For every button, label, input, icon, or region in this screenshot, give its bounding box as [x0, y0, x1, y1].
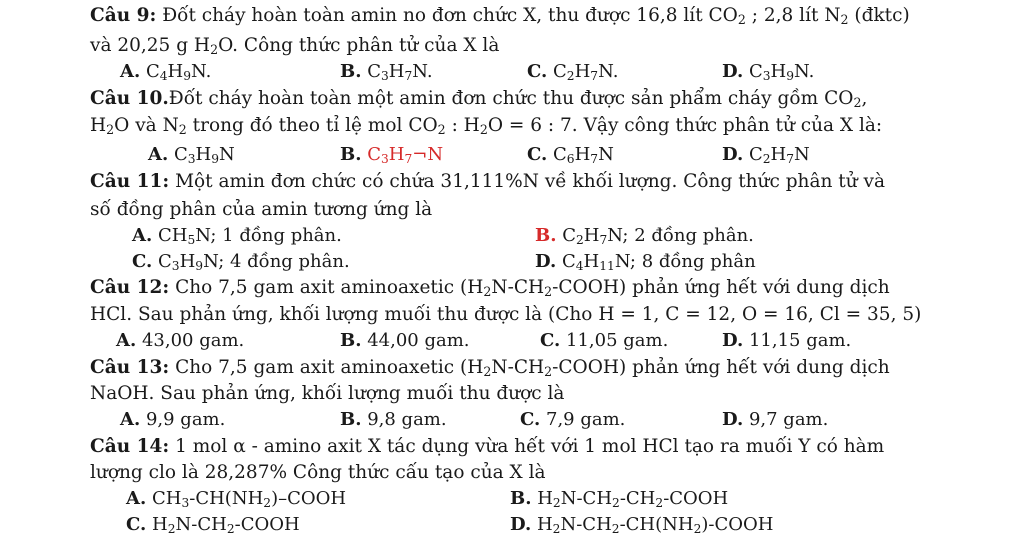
q13-line-2: NaOH. Sau phản ứng, khối lượng muối thu được là [90, 383, 565, 404]
q12-option-b[interactable]: B. 44,00 gam. [340, 330, 470, 351]
q13-option-d[interactable]: D. 9,7 gam. [722, 409, 829, 430]
q11-option-a[interactable]: A. $CH_5N$; 1 đồng phân. [132, 225, 342, 248]
q10-option-c[interactable]: C. $C_6H_7N$ [527, 144, 614, 167]
q10-line-1: Câu 10.Đốt cháy hoàn toàn một amin đơn chức thu được sản phẩm cháy gồm $CO_2$, [90, 88, 868, 111]
q11-line-1: Câu 11: Một amin đơn chức có chứa 31,111%N về khối lượng. Công thức phân tử và [90, 171, 885, 192]
q9-option-a[interactable]: A. $C_4H_9N$. [120, 61, 212, 84]
q14-number: Câu 14: [90, 436, 170, 457]
q9-option-b[interactable]: B. $C_3H_7N$. [340, 61, 433, 84]
q11-option-c[interactable]: C. $C_3H_9N$; 4 đồng phân. [132, 251, 350, 274]
q12-line-1: Câu 12: Cho 7,5 gam axit aminoaxetic $(H_2N-CH_2-COOH)$ phản ứng hết với dung dịch [90, 277, 890, 300]
q10-line-2: $H_2O$ và $N_2$ trong đó theo tỉ lệ mol $CO_2$ : $H_2O = 6$ : 7. Vậy công thức phân tử của X là: [90, 115, 883, 138]
q14-line-2: lượng clo là 28,287% Công thức cấu tạo của X là [90, 462, 546, 483]
q13-number: Câu 13: [90, 357, 170, 378]
q10-option-a[interactable]: A. $C_3H_9N$ [148, 144, 235, 167]
q11-options-row-2 [0, 249, 1024, 275]
q12-option-d[interactable]: D. 11,15 gam. [722, 330, 852, 351]
q12-option-a[interactable]: A. 43,00 gam. [116, 330, 245, 351]
q12-options [0, 328, 1024, 354]
q14-options-row-1 [0, 486, 1024, 512]
q10-highlighted-answer: $C_3H_7\neg N$ [367, 144, 444, 167]
q10-options [0, 142, 1024, 168]
q11-options-row-1 [0, 223, 1024, 249]
q9-option-c[interactable]: C. $C_2H_7N$. [527, 61, 619, 84]
q13-option-c[interactable]: C. 7,9 gam. [520, 409, 626, 430]
q9-line-2: và 20,25 g $H_2O$. Công thức phân tử của X là [90, 35, 500, 58]
q10-number: Câu 10. [90, 88, 169, 109]
q14-options-row-2 [0, 512, 1024, 538]
q11-option-b[interactable]: B. $C_2H_7N$; 2 đồng phân. [535, 225, 754, 248]
q9-number: Câu 9: [90, 5, 157, 26]
q10-option-b[interactable]: B. $C_3H_7\neg N$ [340, 144, 444, 167]
q9-options [0, 59, 1024, 85]
q12-line-2: HCl. Sau phản ứng, khối lượng muối thu được là (Cho H = 1, C = 12, O = 16, Cl = 35, 5) [90, 304, 922, 325]
q12-number: Câu 12: [90, 277, 170, 298]
q14-option-c[interactable]: C. $H_2N-CH_2$-COOH [126, 514, 300, 537]
q14-option-b[interactable]: B. $H_2N-CH_2-CH_2$-COOH [510, 488, 729, 511]
q12-option-c[interactable]: C. 11,05 gam. [540, 330, 669, 351]
q14-option-d[interactable]: D. $H_2N-CH_2-CH(NH_2)$-COOH [510, 514, 774, 537]
q14-line-1: Câu 14: 1 mol α - amino axit X tác dụng vừa hết với 1 mol HCl tạo ra muối Y có hàm [90, 436, 885, 457]
q11-line-2: số đồng phân của amin tương ứng là [90, 199, 433, 220]
q11-number: Câu 11: [90, 171, 170, 192]
q9-line-1: Câu 9: Đốt cháy hoàn toàn amin no đơn chức X, thu được 16,8 lít $CO_2$ ; 2,8 lít $N_2$ (đktc) [90, 5, 910, 28]
q13-options [0, 407, 1024, 433]
q10-option-d[interactable]: D. $C_2H_7N$ [722, 144, 810, 167]
q13-option-b[interactable]: B. 9,8 gam. [340, 409, 447, 430]
q13-option-a[interactable]: A. 9,9 gam. [120, 409, 226, 430]
q11-option-d[interactable]: D. $C_4H_{11}N$; 8 đồng phân [535, 251, 756, 274]
q13-line-1: Câu 13: Cho 7,5 gam axit aminoaxetic $(H_2N-CH_2-COOH)$ phản ứng hết với dung dịch [90, 357, 890, 380]
q9-option-d[interactable]: D. $C_3H_9N$. [722, 61, 815, 84]
q14-option-a[interactable]: A. $CH_3-CH(NH_2)$–COOH [126, 488, 347, 511]
